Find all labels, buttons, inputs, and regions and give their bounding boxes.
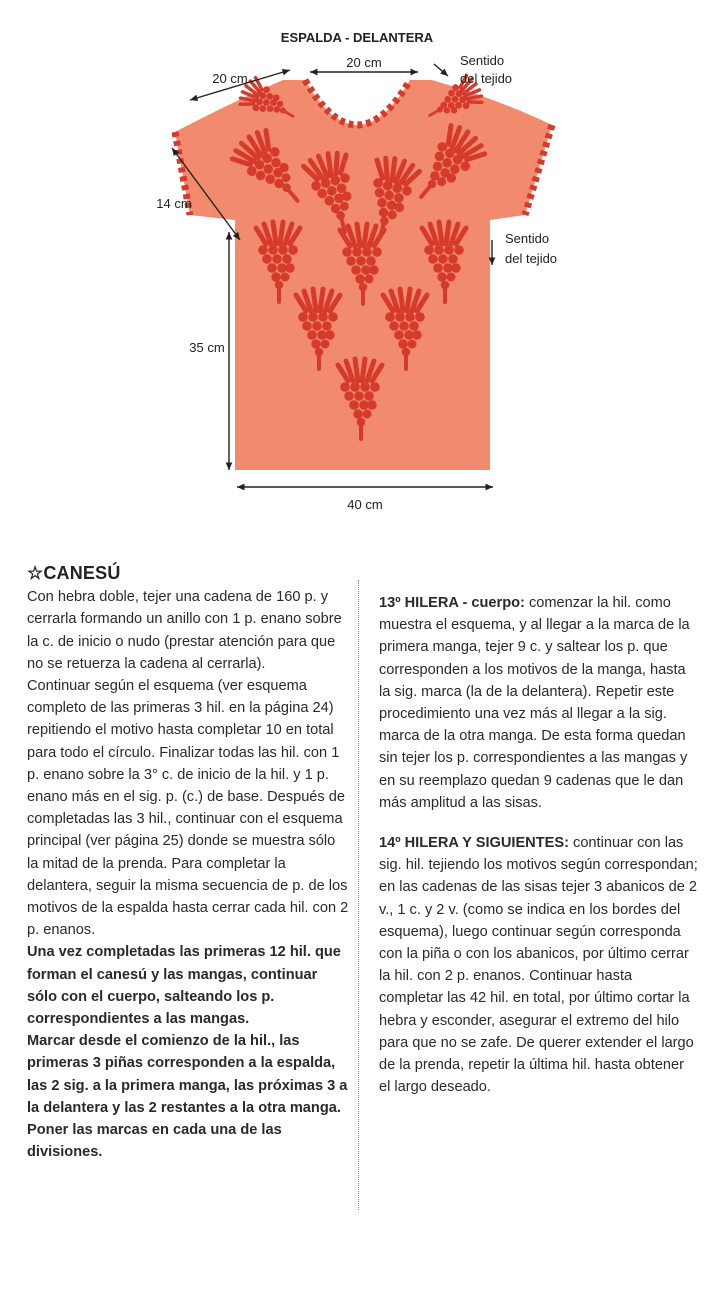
row-14-heading: 14º HILERA Y SIGUIENTES: <box>379 835 569 852</box>
paragraph-row-14 <box>379 832 699 1098</box>
garment-schematic <box>0 0 717 530</box>
paragraph: Continuar según el esquema (ver esquema completo de las primeras 3 hil. en la página 24) repitiendo el motivo hasta completar 10 en total para todo el círculo. Finalizar todas las hil. con 1 p. enano sobre la 3° c. de inicio de la hil. y 1 p. enano más en el sig. p. (c.) de base. Después de completadas las 3 hil., continuar con el esquema principal (ver página 25) donde se muestra sólo la mitad de la prenda. Para completar la delantera, seguir la misma secuencia de p. de los motivos de la espalda hasta cerrar cada hil. con 2 p. enanos. <box>27 678 349 939</box>
paragraph-bold: Marcar desde el comienzo de la hil., las primeras 3 piñas corresponden a la espalda, las 2 sig. a la primera manga, las próximas 3 a la delantera y las 2 restantes a la otra manga. Poner las marcas en cada una de las divisiones. <box>27 1033 348 1161</box>
dim-neck-label: 20 cm <box>346 55 382 70</box>
dim-width-label: 40 cm <box>347 497 383 512</box>
row-13-text: comenzar la hil. como muestra el esquema, y al llegar a la marca de la primera manga, tejer 9 c. y saltear los p. que corresponden a los motivos de la manga, hasta la sig. marca (la de la delantera). Repetir este procedimiento una vez más al llegar a la sig. marca de la otra manga. De esta forma quedan sin tejer los p. correspondientes a las mangas y en su reemplazo quedan 9 cadenas que le dan más amplitud a las sisas. <box>379 595 690 811</box>
column-divider <box>358 580 359 1210</box>
diagram-title: ESPALDA - DELANTERA <box>280 30 434 45</box>
section-heading-canesu: ☆CANESÚ <box>27 563 121 583</box>
dim-sleeve-label: 14 cm <box>156 196 192 211</box>
left-column <box>27 562 349 1163</box>
paragraph: Con hebra doble, tejer una cadena de 160 p. y cerrarla formando un anillo con 1 p. enano sobre la c. de inicio o nudo (prestar atención para que no se retuerza la cadena al cerrarla). <box>27 589 342 672</box>
right-column <box>379 592 699 1098</box>
paragraph-bold: Una vez completadas las primeras 12 hil. que forman el canesú y las mangas, continuar sólo con el cuerpo, salteando los p. correspondientes a las mangas. <box>27 944 341 1028</box>
row-13-heading: 13º HILERA - cuerpo: <box>379 595 525 611</box>
dim-shoulder-label: 20 cm <box>212 71 248 86</box>
paragraph-row-13 <box>379 592 699 814</box>
direction-side-line2: del tejido <box>505 251 558 266</box>
direction-side-line1: Sentido <box>505 231 550 246</box>
row-14-text: continuar con las sig. hil. tejiendo los motivos según correspondan; en las cadenas de las sisas tejer 3 abanicos de 2 v., 1 c. y 2 v. (como se indica en los bordes del esquema), luego continuar según corresponda con la piña o con los abanicos, por último cerrar la hil. con 2 p. enanos. Continuar hasta completar las 42 hil. en total, por último cortar la hebra y esconder, asegurar el extremo del hilo para que no se zafe. De querer extender el largo de la prenda, repetir la última hil. hasta obtener el largo deseado. <box>379 835 698 1096</box>
direction-top-line1: Sentido <box>460 53 505 68</box>
dim-body-label: 35 cm <box>189 340 225 355</box>
direction-top-line2: del tejido <box>460 71 513 86</box>
